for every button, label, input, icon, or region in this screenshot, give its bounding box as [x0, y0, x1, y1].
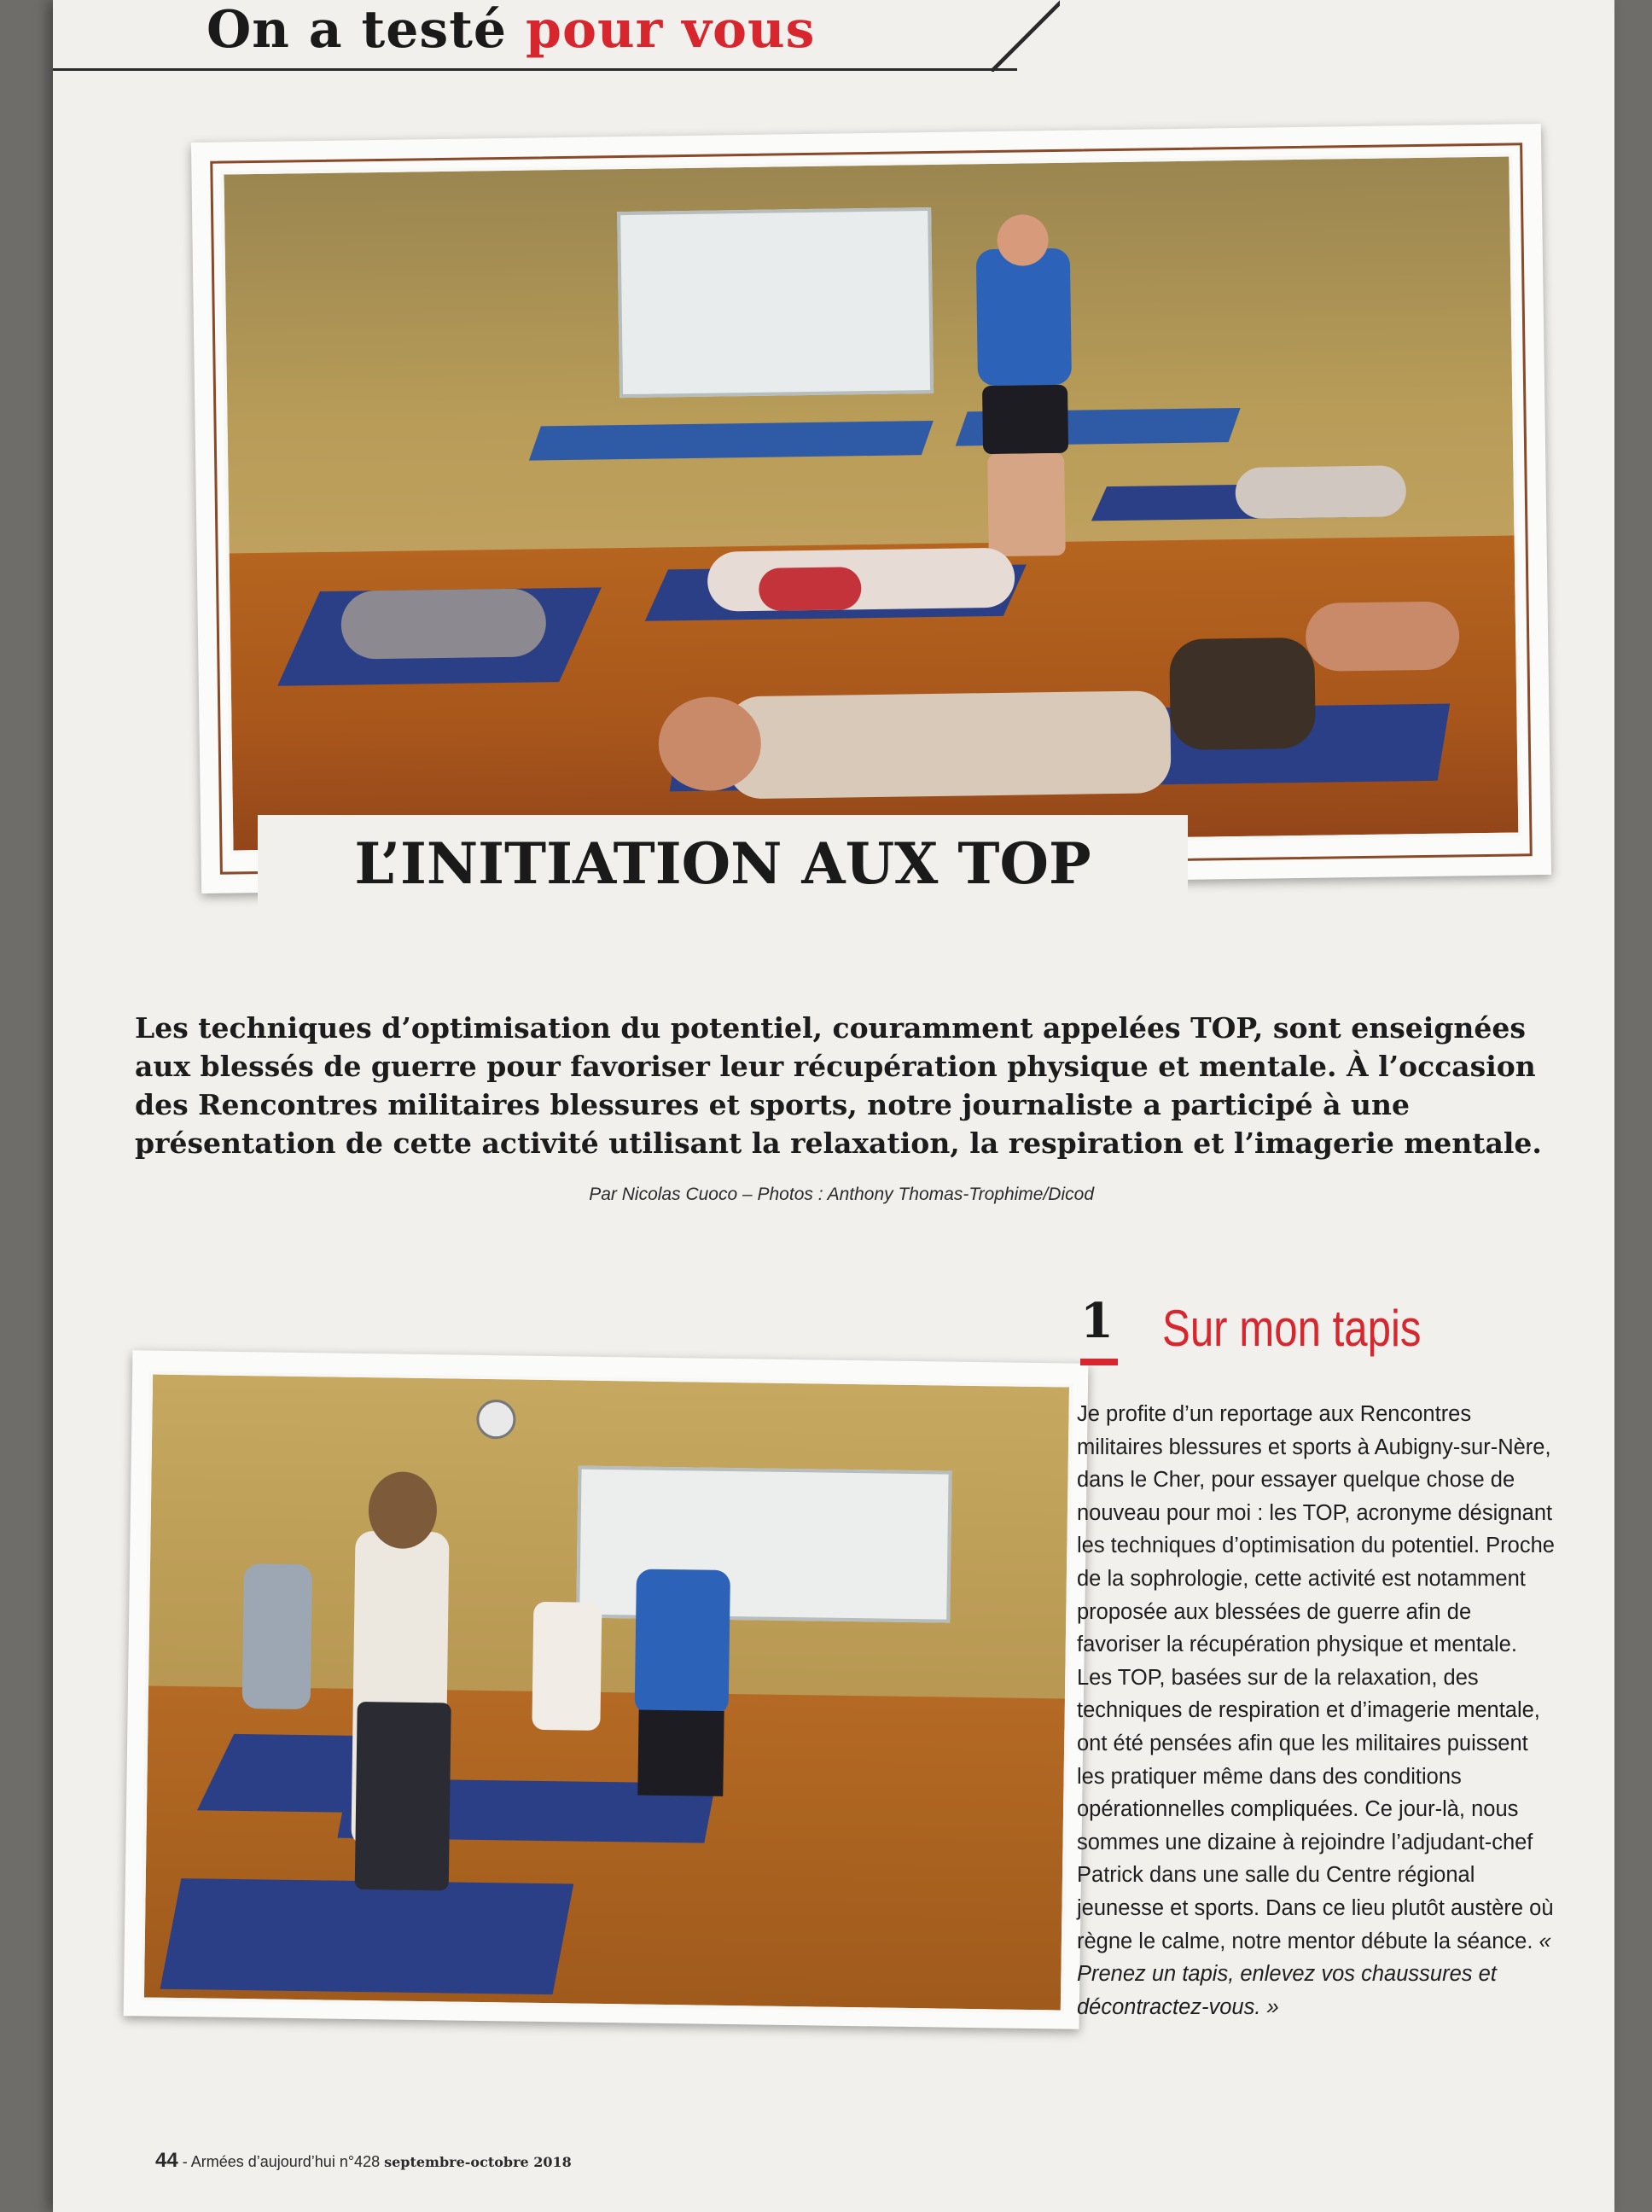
header-slash	[992, 0, 1060, 72]
section-title	[206, 0, 815, 60]
section-title-accent: pour vous	[526, 0, 816, 60]
photo-relaxation-session	[191, 124, 1551, 894]
issue-number: n°428	[339, 2153, 381, 2170]
section-body-text: Je profite d’un reportage aux Rencontres militaires blessures et sports à Aubigny-sur-Nère, dans le Cher, pour essayer quelque chose de nouveau pour moi : les TOP, acronyme désignant les techniques d’optimisation du potentiel. Proche de la sophrologie, cette activité est notamment proposée aux blessées de guerre afin de favoriser la récupération physique et mentale. Les TOP, basées sur de la relaxation, des techniques de respiration et d’imagerie mentale, ont été pensées afin que les militaires puissent les pratiquer même dans des conditions opérationnelles compliquées. Ce jour-là, nous sommes une dizaine à rejoindre l’adjudant-chef Patrick dans une salle du Centre régional jeunesse et sports. Dans ce lieu plutôt austère où règne le calme, notre mentor débute la séance.	[1077, 1402, 1555, 1953]
article-headline: L’INITIATION AUX TOP	[354, 830, 1091, 897]
photo-standing-group-with-instructor	[124, 1350, 1089, 2029]
section-quote: « Prenez un tapis, enlevez vos chaussures et décontractez-vous. »	[1077, 1929, 1551, 2019]
page-number: 44	[155, 2149, 178, 2172]
section-body	[1077, 1398, 1555, 2023]
magazine-name: - Armées d’aujourd’hui	[182, 2153, 335, 2170]
section-number-underline	[1080, 1359, 1118, 1365]
headline-box	[258, 815, 1188, 916]
article-intro: Les techniques d’optimisation du potentiel, couramment appelées TOP, sont enseignées aux blessés de guerre pour favoriser leur récupération physique et mentale. À l’occasion des Rencontres militaires blessures et sports, notre journaliste a participé à une présentation de cette activité utilisant la relaxation, la respiration et l’imagerie mentale.	[135, 1011, 1542, 1160]
magazine-page	[53, 0, 1614, 2212]
issue-date: septembre-octobre 2018	[384, 2154, 572, 2170]
section-heading: Sur mon tapis	[1162, 1300, 1422, 1357]
section-title-dark: On a testé	[206, 0, 508, 60]
article-byline: Par Nicolas Cuoco – Photos : Anthony Thomas-Trophime/Dicod	[589, 1185, 1094, 1204]
page-footer	[155, 2149, 572, 2173]
section-number: 1	[1080, 1293, 1114, 1349]
